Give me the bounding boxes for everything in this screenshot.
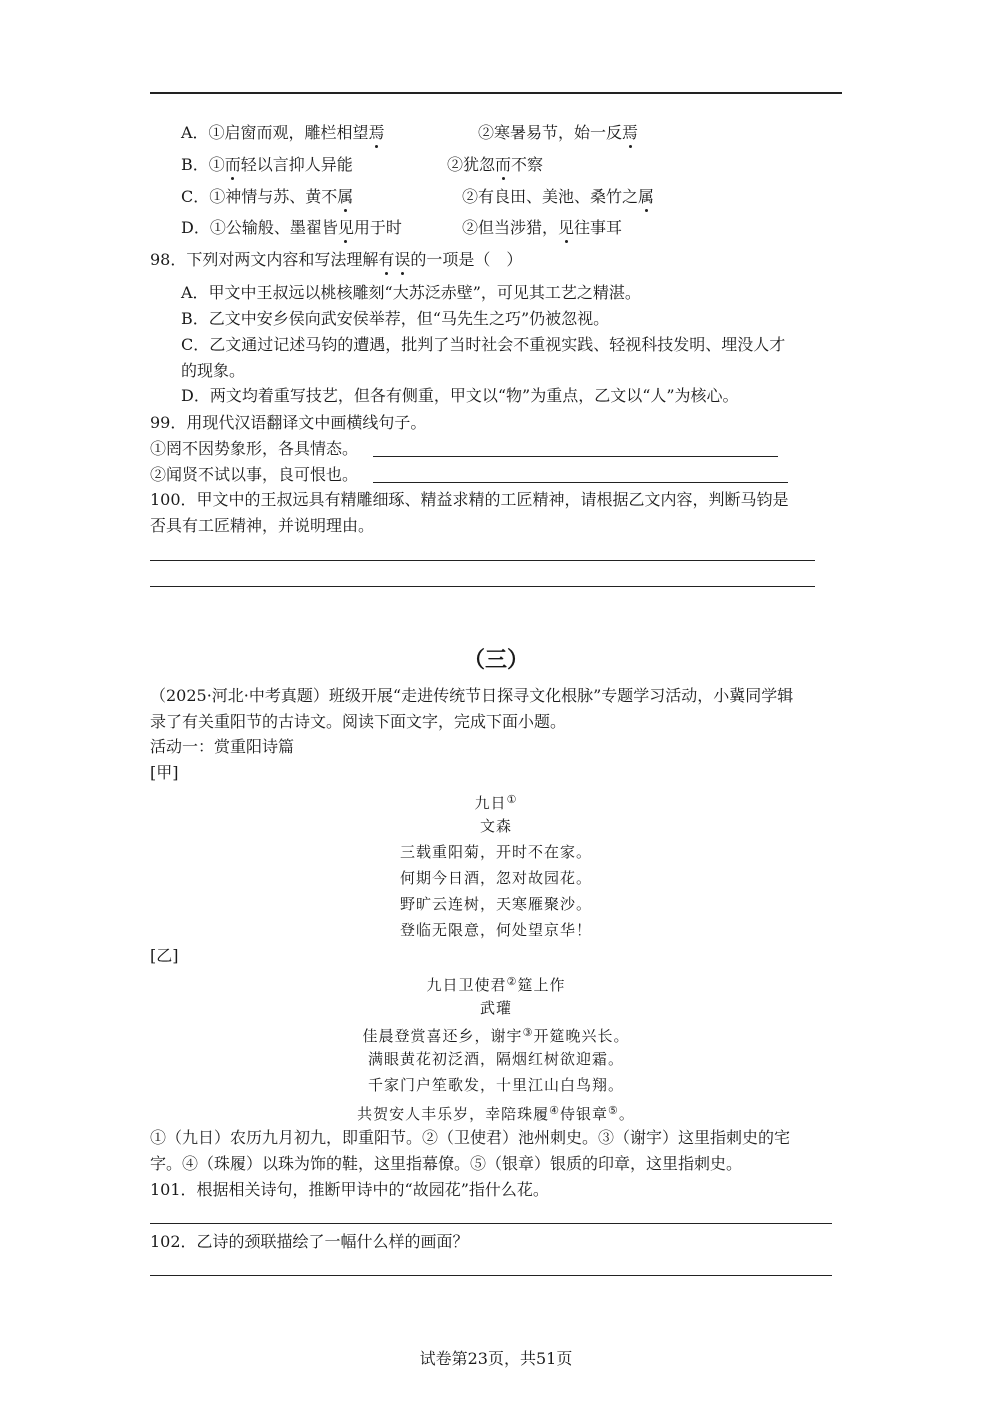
q99-answer-line-2[interactable] (373, 482, 788, 483)
q99-answer-line-1[interactable] (373, 456, 778, 457)
poem-jia-line-4: 登临无限意，何处望京华！ (399, 921, 592, 939)
poem-yi-line-1: 佳晨登赏喜还乡，谢宇③开筵晚兴长。 (362, 1026, 630, 1045)
poem-jia-author: 文森 (479, 817, 512, 835)
page-footer: 试卷第23页，共51页 (419, 1349, 573, 1368)
q97-option-b-first: B．①而轻以言抑人异能 (181, 155, 353, 174)
poem-jia-line-2: 何期今日酒，忽对故园花。 (399, 869, 592, 887)
poem-yi-line-3: 千家门户笙歌发，十里江山白鸟翔。 (367, 1076, 624, 1094)
q97-option-a-first: A．①启窗而观，雕栏相望焉 (181, 123, 385, 142)
poem-jia-line-1: 三载重阳菊，开时不在家。 (399, 843, 592, 861)
q97-option-a-second: ②寒暑易节，始一反焉 (478, 123, 639, 142)
q102-stem: 102．乙诗的颈联描绘了一幅什么样的画面？ (150, 1232, 469, 1251)
q99-stem: 99．用现代汉语翻译文中画横线句子。 (150, 413, 427, 432)
poem-jia-line-3: 野旷云连树，天寒雁聚沙。 (399, 895, 592, 913)
q100-line-2: 否具有工匠精神，并说明理由。 (150, 516, 375, 535)
poem-yi-title: 九日卫使君②筵上作 (426, 975, 566, 994)
notes-line-1: ①（九日）农历九月初九，即重阳节。②（卫使君）池州刺史。③（谢宇）这里指刺史的宅 (150, 1128, 791, 1147)
q98-stem: 98．下列对两文内容和写法理解有误的一项是（ ） (150, 250, 523, 269)
q98-option-a: A．甲文中王叔远以桃核雕刻“大苏泛赤壁”，可见其工艺之精湛。 (181, 283, 641, 302)
q98-option-b: B．乙文中安乡侯向武安侯举荐，但“马先生之巧”仍被忽视。 (181, 309, 610, 328)
q99-sentence-2: ②闻贤不试以事，良可恨也。 (150, 465, 359, 484)
q98-option-c-line1: C．乙文通过记述马钧的遭遇，批判了当时社会不重视实践、轻视科技发明、埋没人才 (181, 335, 786, 354)
q100-answer-line-2[interactable] (150, 586, 815, 587)
section-title: （三） (462, 648, 529, 673)
q97-option-d-first: D．①公输般、墨翟皆见用于时 (181, 218, 402, 237)
poem-jia-title: 九日① (474, 793, 518, 812)
poem-jia-tag: [甲] (150, 763, 179, 782)
poem-yi-tag: [乙] (150, 946, 179, 965)
q98-option-d: D．两文均着重写技艺，但各有侧重，甲文以“物”为重点，乙文以“人”为核心。 (181, 386, 739, 405)
q97-option-b-second: ②犹忽而不察 (447, 155, 544, 174)
header-rule (150, 92, 842, 94)
q98-option-c-line2: 的现象。 (181, 361, 246, 380)
q97-option-c-second: ②有良田、美池、桑竹之属 (462, 187, 655, 206)
q97-option-d-second: ②但当涉猎，见往事耳 (462, 218, 623, 237)
q101-answer-line[interactable] (150, 1223, 832, 1224)
q100-answer-line-1[interactable] (150, 560, 815, 561)
q101-stem: 101．根据相关诗句，推断甲诗中的“故园花”指什么花。 (150, 1180, 549, 1199)
activity-heading: 活动一：赏重阳诗篇 (150, 737, 295, 756)
q97-option-c-first: C．①神情与苏、黄不属 (181, 187, 354, 206)
intro-line-1: （2025·河北·中考真题）班级开展“走进传统节日探寻文化根脉”专题学习活动，小冀同学辑 (150, 686, 794, 705)
q99-sentence-1: ①罔不因势象形，各具情态。 (150, 439, 359, 458)
notes-line-2: 字。④（珠履）以珠为饰的鞋，这里指幕僚。⑤（银章）银质的印章，这里指刺史。 (150, 1154, 743, 1173)
poem-yi-author: 武瓘 (479, 999, 512, 1017)
poem-yi-line-4: 共贺安人丰乐岁，幸陪珠履④侍银章⑤。 (357, 1104, 635, 1123)
q102-answer-line[interactable] (150, 1275, 832, 1276)
intro-line-2: 录了有关重阳节的古诗文。阅读下面文字，完成下面小题。 (150, 712, 567, 731)
poem-yi-line-2: 满眼黄花初泛酒，隔烟红树欲迎霜。 (367, 1050, 624, 1068)
q100-line-1: 100．甲文中的王叔远具有精雕细琢、精益求精的工匠精神，请根据乙文内容，判断马钧是 (150, 490, 789, 509)
